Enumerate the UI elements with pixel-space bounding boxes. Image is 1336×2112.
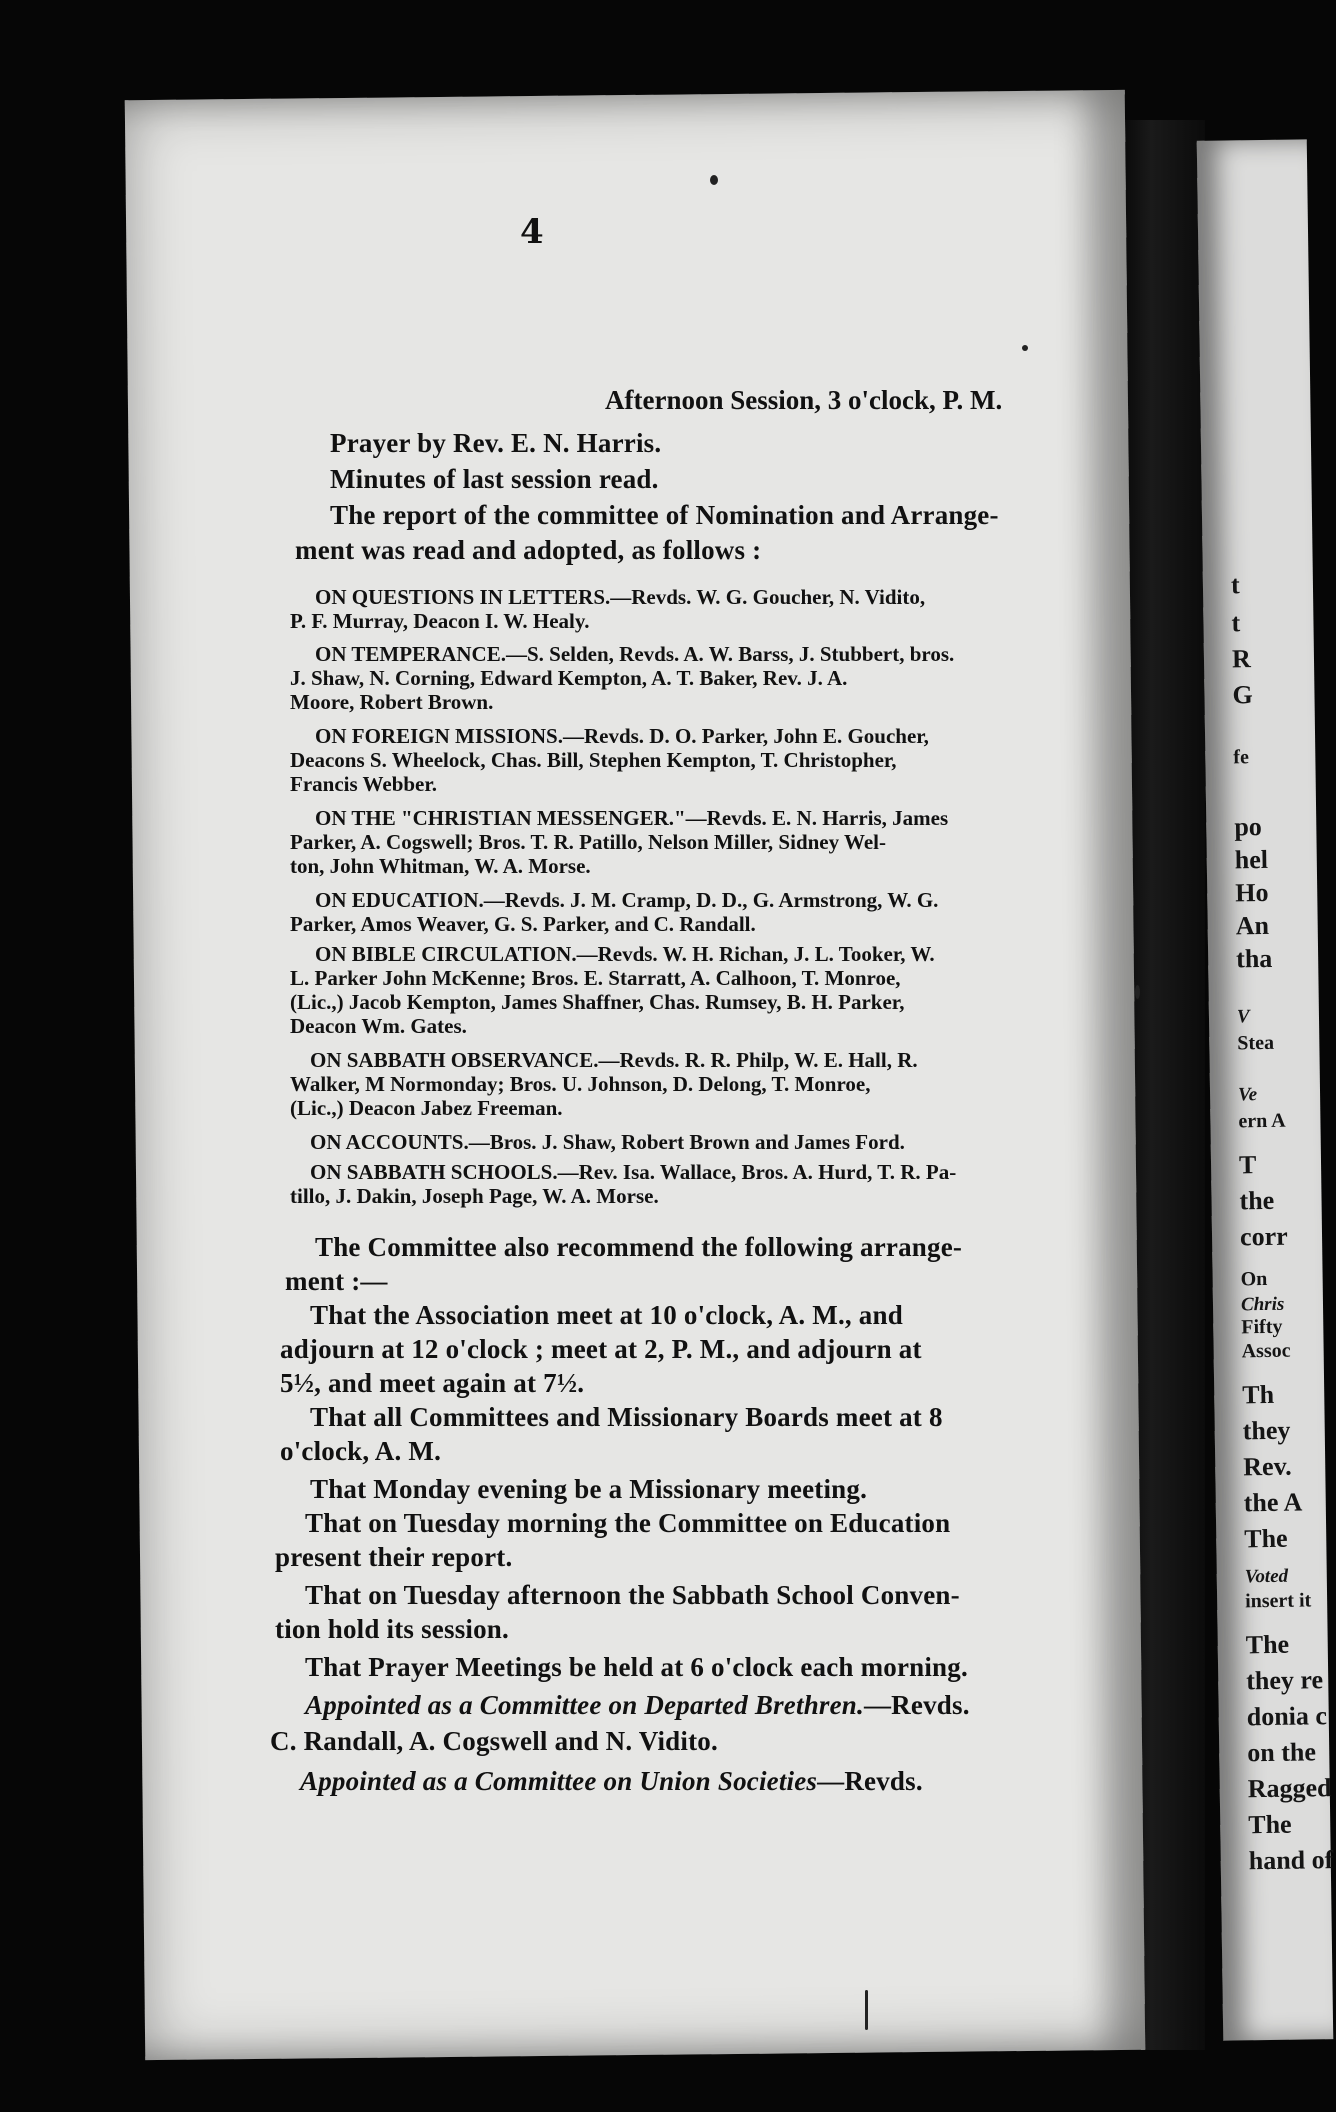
- fragment: fe: [1233, 746, 1250, 769]
- fragment: Chris: [1240, 1293, 1285, 1316]
- fragment: The: [1248, 1809, 1292, 1840]
- fragment: Voted: [1244, 1565, 1289, 1588]
- fragment: G: [1232, 680, 1253, 710]
- committee-line: L. Parker John McKenne; Bros. E. Starratt, A. Calhoon, T. Monroe,: [290, 966, 901, 990]
- appointment-rest: —Revds.: [817, 1766, 923, 1796]
- committee-line: Deacons S. Wheelock, Chas. Bill, Stephen Kempton, T. Christopher,: [290, 748, 897, 772]
- page-number: 4: [520, 212, 544, 252]
- committee-line: Parker, Amos Weaver, G. S. Parker, and C. Randall.: [290, 912, 756, 936]
- arrangement-line: The Committee also recommend the following arrange-: [315, 1232, 963, 1262]
- fragment: The: [1245, 1629, 1290, 1660]
- committee-line: ON TEMPERANCE.—S. Selden, Revds. A. W. Barss, J. Stubbert, bros.: [315, 642, 955, 666]
- fragment: po: [1234, 812, 1262, 842]
- fragment: t: [1231, 608, 1241, 638]
- fragment: Rev.: [1243, 1451, 1292, 1482]
- committee-line: ON FOREIGN MISSIONS.—Revds. D. O. Parker, John E. Goucher,: [315, 724, 929, 748]
- fragment: the: [1239, 1185, 1275, 1216]
- fragment: insert it: [1244, 1589, 1312, 1613]
- fragment: Ragged: [1247, 1773, 1332, 1804]
- appointment-line: [300, 1766, 923, 1797]
- arrangement-line: tion hold its session.: [275, 1614, 509, 1644]
- fragment: donia c: [1246, 1701, 1328, 1732]
- fragment: on the: [1247, 1737, 1317, 1768]
- opening-line: ment was read and adopted, as follows :: [295, 535, 762, 565]
- fragment: Fifty: [1241, 1315, 1283, 1339]
- committee-line: P. F. Murray, Deacon I. W. Healy.: [290, 609, 590, 633]
- committee-line: ton, John Whitman, W. A. Morse.: [290, 854, 591, 878]
- committee-line: J. Shaw, N. Corning, Edward Kempton, A. T. Baker, Rev. J. A.: [290, 666, 848, 690]
- arrangement-line: That the Association meet at 10 o'clock, A. M., and: [310, 1300, 903, 1330]
- arrangement-line: present their report.: [275, 1542, 513, 1572]
- committee-line: Parker, A. Cogswell; Bros. T. R. Patillo, Nelson Miller, Sidney Wel-: [290, 830, 886, 854]
- facing-page-edge: [1197, 139, 1334, 2040]
- committee-line: Francis Webber.: [290, 772, 438, 796]
- fragment: Th: [1242, 1379, 1275, 1410]
- committee-line: ON THE "CHRISTIAN MESSENGER."—Revds. E. N. Harris, James: [315, 806, 949, 830]
- fragment: Assoc: [1241, 1339, 1291, 1363]
- arrangement-line: That Monday evening be a Missionary meeting.: [310, 1474, 868, 1504]
- arrangement-line: adjourn at 12 o'clock ; meet at 2, P. M., and adjourn at: [280, 1334, 922, 1364]
- fragment: the A: [1243, 1487, 1303, 1518]
- arrangement-line: o'clock, A. M.: [280, 1436, 442, 1466]
- appointment-rest: —Revds.: [863, 1690, 970, 1720]
- committee-line: ON BIBLE CIRCULATION.—Revds. W. H. Richan, J. L. Tooker, W.: [315, 942, 935, 966]
- appointment-line: [305, 1690, 970, 1721]
- fragment: they: [1242, 1415, 1291, 1446]
- committee-line: Walker, M Normonday; Bros. U. Johnson, D. Delong, T. Monroe,: [290, 1072, 871, 1096]
- scan-speck: [710, 175, 718, 185]
- session-heading: Afternoon Session, 3 o'clock, P. M.: [605, 385, 1003, 415]
- opening-line: The report of the committee of Nomination and Arrange-: [330, 500, 999, 530]
- fragment: tha: [1235, 943, 1273, 974]
- appointment-rest: C. Randall, A. Cogswell and N. Vidito.: [270, 1726, 718, 1756]
- fragment: Ve: [1237, 1084, 1258, 1106]
- fragment: R: [1231, 644, 1251, 674]
- arrangement-line: 5½, and meet again at 7½.: [280, 1368, 585, 1398]
- fragment: Ho: [1235, 877, 1269, 908]
- committee-line: ON SABBATH OBSERVANCE.—Revds. R. R. Philp, W. E. Hall, R.: [310, 1048, 918, 1072]
- arrangement-line: ment :—: [285, 1266, 388, 1296]
- scan-speck: [865, 1990, 868, 2030]
- committee-line: ON EDUCATION.—Revds. J. M. Cramp, D. D., G. Armstrong, W. G.: [315, 888, 939, 912]
- committee-line: ON SABBATH SCHOOLS.—Rev. Isa. Wallace, Bros. A. Hurd, T. R. Pa-: [310, 1160, 957, 1184]
- scan-speck: [1135, 985, 1140, 999]
- fragment: The: [1244, 1523, 1288, 1554]
- arrangement-line: That all Committees and Missionary Boards meet at 8: [310, 1402, 943, 1432]
- committee-line: Moore, Robert Brown.: [290, 690, 494, 714]
- fragment: On: [1240, 1267, 1268, 1291]
- fragment: hand of: [1248, 1845, 1334, 1876]
- committee-line: ON ACCOUNTS.—Bros. J. Shaw, Robert Brown and James Ford.: [310, 1130, 905, 1154]
- fragment: T: [1238, 1150, 1257, 1180]
- fragment: they re: [1246, 1665, 1324, 1696]
- appointment-italic: Appointed as a Committee on Union Societies: [300, 1766, 818, 1796]
- fragment: t: [1230, 570, 1240, 600]
- scan-speck: [1022, 345, 1028, 351]
- fragment: corr: [1239, 1221, 1288, 1252]
- committee-line: tillo, J. Dakin, Joseph Page, W. A. Morse.: [290, 1184, 659, 1208]
- committee-line: (Lic.,) Deacon Jabez Freeman.: [290, 1096, 563, 1120]
- arrangement-line: That on Tuesday afternoon the Sabbath School Conven-: [305, 1580, 960, 1610]
- fragment: ern A: [1238, 1109, 1286, 1133]
- opening-line: Minutes of last session read.: [330, 464, 659, 494]
- appointment-italic: Appointed as a Committee on Departed Brethren.: [305, 1690, 864, 1720]
- arrangement-line: That Prayer Meetings be held at 6 o'clock each morning.: [305, 1652, 968, 1682]
- fragment: Stea: [1237, 1031, 1275, 1055]
- committee-line: Deacon Wm. Gates.: [290, 1014, 467, 1038]
- fragment: An: [1235, 910, 1270, 941]
- appointment-line: [270, 1726, 718, 1757]
- fragment: V: [1236, 1006, 1250, 1028]
- arrangement-line: That on Tuesday morning the Committee on Education: [305, 1508, 951, 1538]
- opening-line: Prayer by Rev. E. N. Harris.: [330, 428, 662, 458]
- committee-line: ON QUESTIONS IN LETTERS.—Revds. W. G. Goucher, N. Vidito,: [315, 585, 926, 609]
- committee-line: (Lic.,) Jacob Kempton, James Shaffner, Chas. Rumsey, B. H. Parker,: [290, 990, 905, 1014]
- fragment: hel: [1234, 844, 1269, 875]
